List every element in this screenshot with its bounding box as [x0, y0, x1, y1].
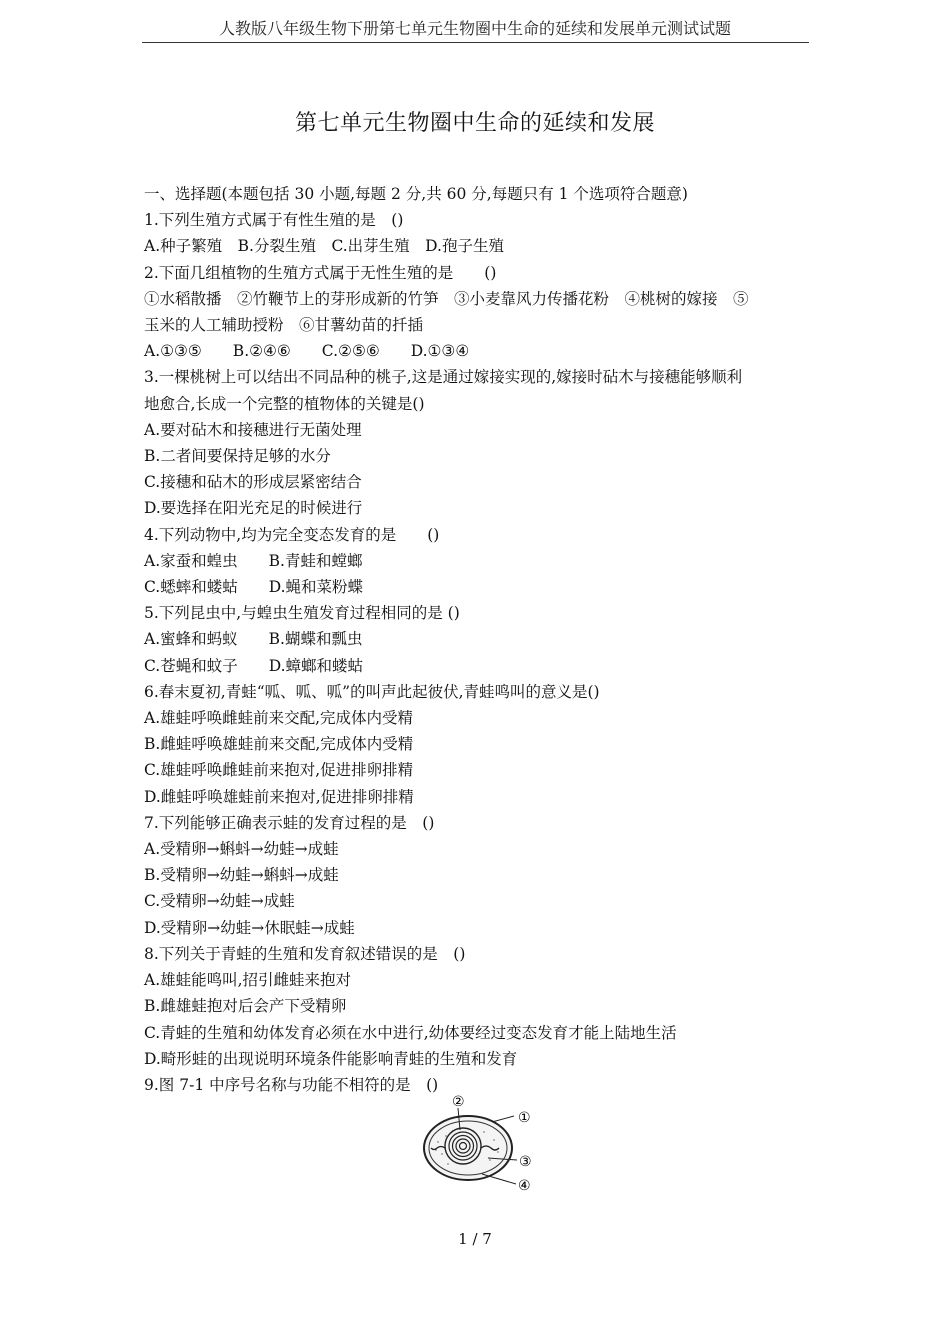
question-6-option-a: A.雄蛙呼唤雌蛙前来交配,完成体内受精 — [144, 709, 414, 728]
question-3-option-a: A.要对砧木和接穗进行无菌处理 — [144, 420, 362, 439]
question-1-options: A.种子繁殖 B.分裂生殖 C.出芽生殖 D.孢子生殖 — [144, 237, 504, 256]
question-2-items: ①水稻散播 ②竹鞭节上的芽形成新的竹笋 ③小麦靠风力传播花粉 ④桃树的嫁接 ⑤ — [144, 289, 749, 308]
question-3-option-c: C.接穗和砧木的形成层紧密结合 — [144, 473, 362, 492]
question-3-option-d: D.要选择在阳光充足的时候进行 — [144, 499, 363, 518]
figure-label-2: ② — [452, 1094, 465, 1110]
question-9: 9.图 7-1 中序号名称与功能不相符的是 () — [144, 1075, 439, 1094]
header-divider — [142, 42, 809, 43]
question-7-option-c: C.受精卵→幼蛙→成蛙 — [144, 892, 295, 911]
page-number: 1 / 7 — [458, 1230, 492, 1248]
question-3: 3.一棵桃树上可以结出不同品种的桃子,这是通过嫁接实现的,嫁接时砧木与接穗能够顺利 — [144, 368, 743, 387]
question-2: 2.下面几组植物的生殖方式属于无性生殖的是 () — [144, 263, 497, 282]
section-heading: 一、选择题(本题包括 30 小题,每题 2 分,共 60 分,每题只有 1 个选项符合题意) — [144, 185, 688, 203]
leader-1 — [492, 1116, 514, 1122]
question-7-option-d: D.受精卵→幼蛙→休眠蛙→成蛙 — [144, 918, 355, 937]
question-8-option-b: B.雌雄蛙抱对后会产下受精卵 — [144, 997, 347, 1016]
question-8-option-d: D.畸形蛙的出现说明环境条件能影响青蛙的生殖和发育 — [144, 1049, 518, 1068]
question-6-option-c: C.雄蛙呼唤雌蛙前来抱对,促进排卵排精 — [144, 761, 414, 780]
question-list — [144, 181, 814, 1098]
leader-4 — [482, 1174, 516, 1184]
question-5-options-cd: C.苍蝇和蚊子 D.蟑螂和蝼蛄 — [144, 656, 364, 675]
question-8-option-c: C.青蛙的生殖和幼体发育必须在水中进行,幼体要经过变态发育才能上陆地生活 — [144, 1023, 677, 1042]
figure-label-3: ③ — [519, 1154, 532, 1170]
question-8: 8.下列关于青蛙的生殖和发育叙述错误的是 () — [144, 944, 466, 963]
question-6-option-d: D.雌蛙呼唤雄蛙前来抱对,促进排卵排精 — [144, 787, 414, 806]
question-5-options-ab: A.蜜蜂和蚂蚁 B.蝴蝶和瓢虫 — [144, 630, 363, 649]
question-1: 1.下列生殖方式属于有性生殖的是 () — [144, 211, 404, 230]
question-3-option-b: B.二者间要保持足够的水分 — [144, 447, 331, 466]
question-6: 6.春末夏初,青蛙“呱、呱、呱”的叫声此起彼伏,青蛙鸣叫的意义是() — [144, 682, 600, 701]
question-4-options-ab: A.家蚕和蝗虫 B.青蛙和螳螂 — [144, 551, 363, 570]
question-7-option-b: B.受精卵→幼蛙→蝌蚪→成蛙 — [144, 866, 339, 885]
figure-label-4: ④ — [518, 1178, 531, 1194]
question-7-option-a: A.受精卵→蝌蚪→幼蛙→成蛙 — [144, 840, 339, 859]
page-header: 人教版八年级生物下册第七单元生物圈中生命的延续和发展单元测试试题 — [218, 19, 731, 38]
question-4-options-cd: C.蟋蟀和蝼蛄 D.蝇和菜粉蝶 — [144, 578, 364, 597]
question-4: 4.下列动物中,均为完全变态发育的是 () — [144, 525, 440, 544]
question-6-option-b: B.雌蛙呼唤雄蛙前来交配,完成体内受精 — [144, 735, 414, 754]
question-3-cont: 地愈合,长成一个完整的植物体的关键是() — [144, 394, 425, 413]
question-2-items-cont: 玉米的人工辅助授粉 ⑥甘薯幼苗的扦插 — [144, 316, 424, 335]
question-2-options: A.①③⑤ B.②④⑥ C.②⑤⑥ D.①③④ — [144, 342, 470, 361]
question-7: 7.下列能够正确表示蛙的发育过程的是 () — [144, 813, 435, 832]
document-title: 第七单元生物圈中生命的延续和发展 — [294, 111, 655, 136]
question-5: 5.下列昆虫中,与蝗虫生殖发育过程相同的是 () — [144, 604, 460, 623]
figure-label-1: ① — [518, 1110, 531, 1126]
egg-structure-figure — [418, 1092, 542, 1196]
question-8-option-a: A.雄蛙能鸣叫,招引雌蛙来抱对 — [144, 971, 352, 990]
